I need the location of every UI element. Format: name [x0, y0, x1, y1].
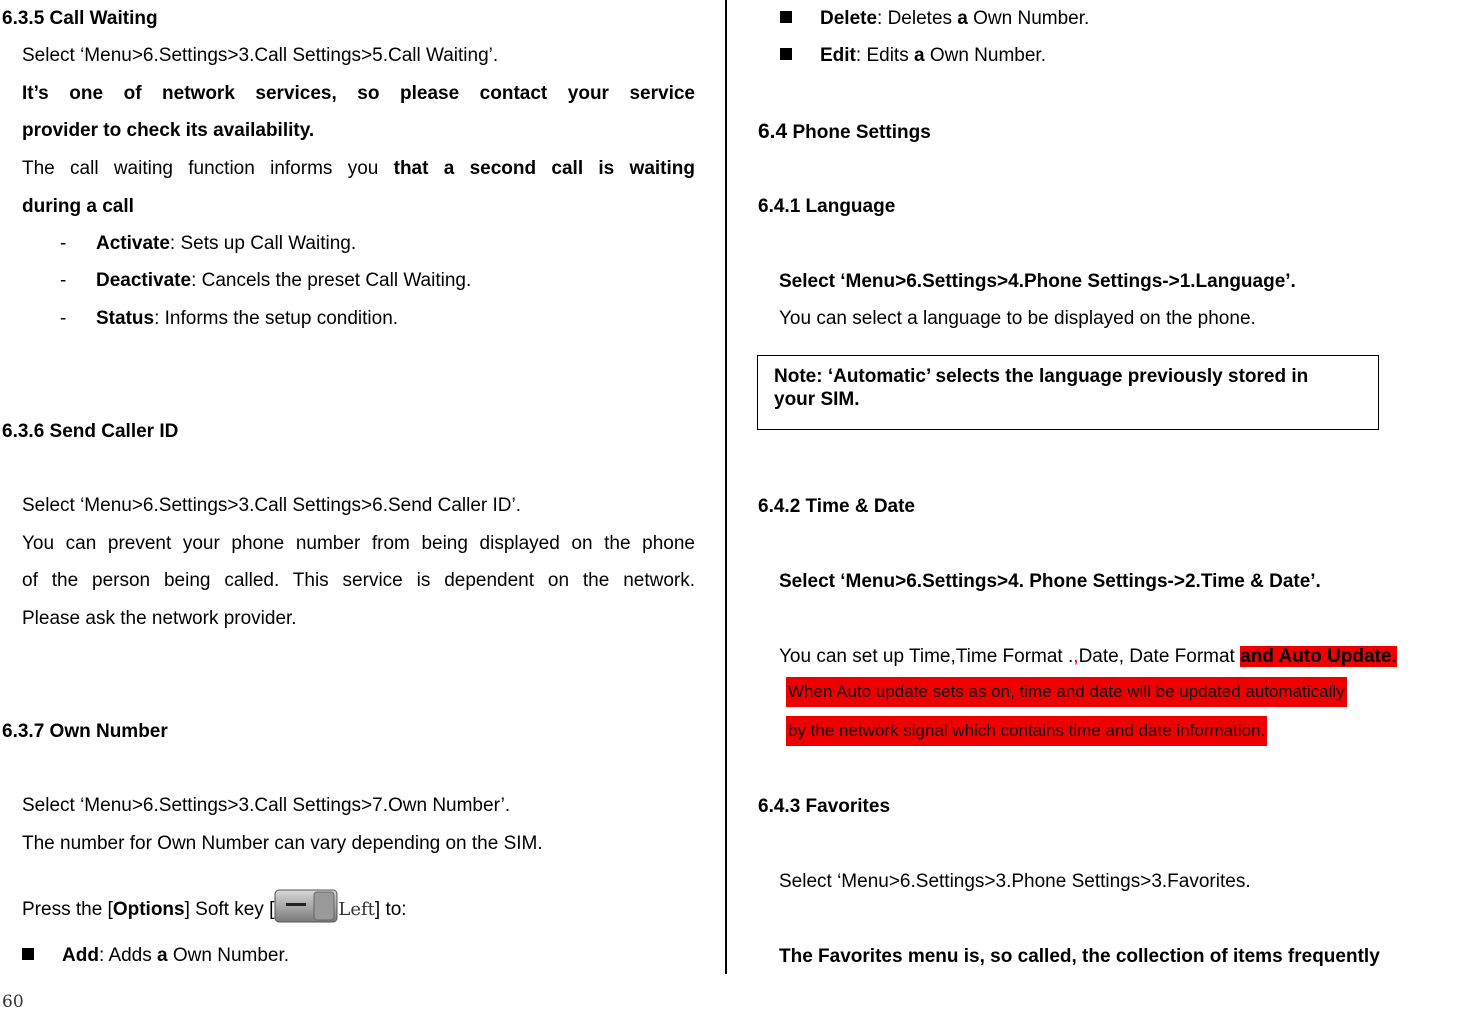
- dash: -: [60, 308, 67, 329]
- options-label: Options: [112, 899, 185, 921]
- auto-update-note-line1: When Auto update sets as on, time and date will be updated automatically: [786, 677, 1347, 707]
- note-line2: your SIM.: [774, 389, 860, 410]
- heading-6-4: [758, 121, 931, 144]
- list-item-edit: Edit: Edits a Own Number.: [780, 45, 792, 67]
- menu-path-send-caller-id: Select ‘Menu>6.Settings>3.Call Settings>6.Send Caller ID’.: [22, 495, 522, 516]
- column-divider: [725, 0, 727, 974]
- delete-label: Delete: [820, 8, 878, 29]
- status-text: : Informs the setup condition.: [154, 308, 399, 329]
- activate-text: : Sets up Call Waiting.: [169, 233, 357, 254]
- press-options-line: Press the [Options] Soft key [ Left] to:: [22, 897, 407, 923]
- list-item-delete: Delete: Deletes a Own Number.: [780, 8, 792, 30]
- status-label: Status: [96, 308, 155, 329]
- auto-update-highlight: and Auto Update.: [1240, 646, 1397, 667]
- deactivate-label: Deactivate: [96, 270, 192, 291]
- section-title: Phone Settings: [792, 122, 931, 143]
- list-item-add: Add: Adds a Own Number.: [22, 945, 34, 967]
- square-bullet-icon: [22, 948, 34, 960]
- heading-6-4-1: 6.4.1 Language: [758, 196, 896, 217]
- soft-key-icon: [274, 889, 338, 923]
- square-bullet-icon: [780, 48, 792, 60]
- note-line1: Note: ‘Automatic’ selects the language previously stored in: [774, 366, 1309, 387]
- heading-6-4-2: 6.4.2 Time & Date: [758, 496, 916, 517]
- menu-path-time-date: Select ‘Menu>6.Settings>4. Phone Settings->2.Time & Date’.: [779, 571, 1321, 592]
- dash: -: [60, 270, 67, 291]
- network-service-note-line2: provider to check its availability.: [22, 120, 315, 141]
- softkey-text: Left: [338, 899, 375, 921]
- auto-update-note-line2: by the network signal which contains time and date information.: [786, 716, 1267, 746]
- caller-id-desc-line1: You can prevent your phone number from being displayed on the phone: [22, 533, 695, 554]
- menu-path-language: Select ‘Menu>6.Settings>4.Phone Settings->1.Language’.: [779, 271, 1296, 292]
- caller-id-desc-line2: of the person being called. This service is dependent on the network.: [22, 570, 695, 591]
- add-label: Add: [62, 945, 99, 966]
- heading-6-4-3: 6.4.3 Favorites: [758, 796, 891, 817]
- heading-6-3-6: 6.3.6 Send Caller ID: [2, 421, 179, 442]
- call-waiting-desc-bold: that a second call is waiting: [393, 158, 695, 179]
- dash: -: [60, 233, 67, 254]
- favorites-desc: The Favorites menu is, so called, the collection of items frequently: [779, 946, 1380, 967]
- section-number: 6.4: [758, 120, 788, 143]
- edit-label: Edit: [820, 45, 856, 66]
- call-waiting-desc-bold2: during a call: [22, 196, 134, 217]
- menu-path-own-number: Select ‘Menu>6.Settings>3.Call Settings>7.Own Number’.: [22, 795, 511, 816]
- language-desc: You can select a language to be displayed on the phone.: [779, 308, 1256, 329]
- menu-path-call-waiting: Select ‘Menu>6.Settings>3.Call Settings>5.Call Waiting’.: [22, 45, 499, 66]
- menu-path-favorites: Select ‘Menu>6.Settings>3.Phone Settings>3.Favorites.: [779, 871, 1251, 892]
- list-item-activate: [60, 233, 357, 255]
- network-service-note-line1: It’s one of network services, so please contact your service: [22, 83, 695, 104]
- heading-6-3-7: 6.3.7 Own Number: [2, 721, 168, 742]
- square-bullet-icon: [780, 11, 792, 23]
- heading-6-3-5: 6.3.5 Call Waiting: [2, 8, 158, 29]
- page-number: 60: [2, 992, 24, 1012]
- list-item-status: [60, 308, 399, 330]
- list-item-deactivate: [60, 270, 472, 292]
- deactivate-text: : Cancels the preset Call Waiting.: [191, 270, 472, 291]
- caller-id-desc-line3: Please ask the network provider.: [22, 608, 297, 629]
- time-date-desc: You can set up Time,Time Format .,Date, Date Format and Auto Update.: [779, 646, 1397, 667]
- call-waiting-desc-text: The call waiting function informs you: [22, 158, 379, 179]
- call-waiting-description: [22, 158, 695, 180]
- own-number-desc: The number for Own Number can vary depending on the SIM.: [22, 833, 543, 854]
- note-box: [757, 355, 1379, 430]
- activate-label: Activate: [96, 233, 170, 254]
